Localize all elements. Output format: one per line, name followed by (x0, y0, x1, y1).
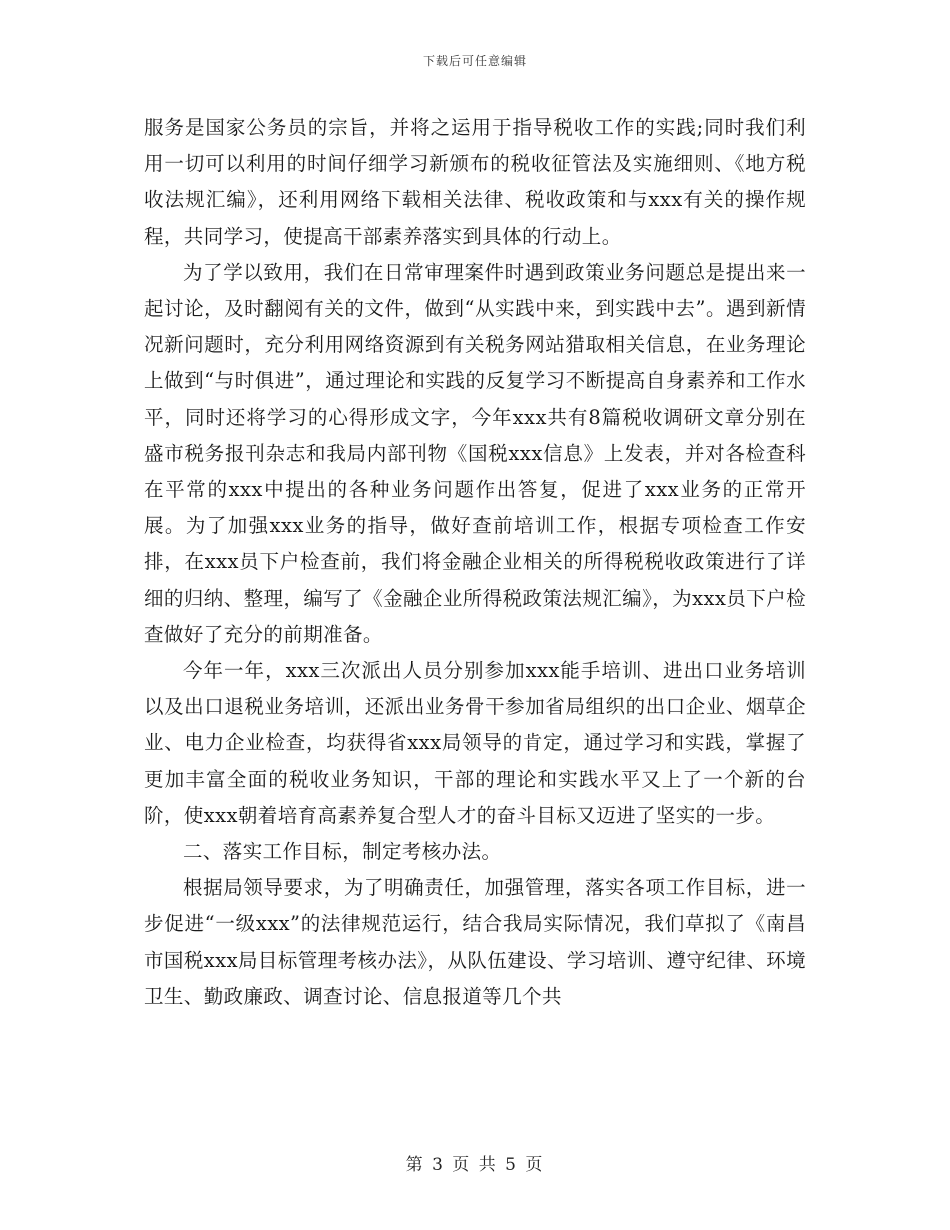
document-body (144, 110, 806, 1015)
page-header-note: 下载后可任意编辑 (422, 54, 527, 68)
paragraph-3: 今年一年，xxx三次派出人员分别参加xxx能手培训、进出口业务培训以及出口退税业务培训，还派出业务骨干参加省局组织的出口企业、烟草企业、电力企业检查，均获得省xxx局领导的肯定，通过学习和实践，掌握了更加丰富全面的税收业务知识，干部的理论和实践水平又上了一个新的台阶，使xxx朝着培育高素养复合型人才的奋斗目标又迈进了坚实的一步。 (144, 659, 806, 827)
paragraph-2: 为了学以致用，我们在日常审理案件时遇到政策业务问题总是提出来一起讨论，及时翻阅有关的文件，做到“从实践中来，到实践中去”。遇到新情况新问题时，充分利用网络资源到有关税务网站猎取相关信息，在业务理论上做到“与时俱进”，通过理论和实践的反复学习不断提高自身素养和工作水平，同时还将学习的心得形成文字，今年xxx共有8篇税收调研文章分别在盛市税务报刊杂志和我局内部刊物《国税xxx信息》上发表，并对各检查科在平常的xxx中提出的各种业务问题作出答复，促进了xxx业务的正常开展。为了加强xxx业务的指导，做好查前培训工作，根据专项检查工作安排，在xxx员下户检查前，我们将金融企业相关的所得税税收政策进行了详细的归纳、整理，编写了《金融企业所得税政策法规汇编》，为xxx员下户检查做好了充分的前期准备。 (144, 260, 806, 646)
paragraph-5: 根据局领导要求，为了明确责任，加强管理，落实各项工作目标，进一步促进“一级xxx”的法律规范运行，结合我局实际情况，我们草拟了《南昌市国税xxx局目标管理考核办法》，从队伍建设、学习培训、遵守纪律、环境卫生、勤政廉政、调查讨论、信息报道等几个共 (144, 876, 806, 1008)
paragraph-1: 服务是国家公务员的宗旨，并将之运用于指导税收工作的实践;同时我们利用一切可以利用的时间仔细学习新颁布的税收征管法及实施细则、《地方税收法规汇编》，还利用网络下载相关法律、税收政策和与xxx有关的操作规程，共同学习，使提高干部素养落实到具体的行动上。 (144, 116, 806, 248)
page-number: 第 3 页 共 5 页 (405, 1155, 545, 1175)
section-heading: 二、落实工作目标，制定考核办法。 (183, 840, 502, 864)
